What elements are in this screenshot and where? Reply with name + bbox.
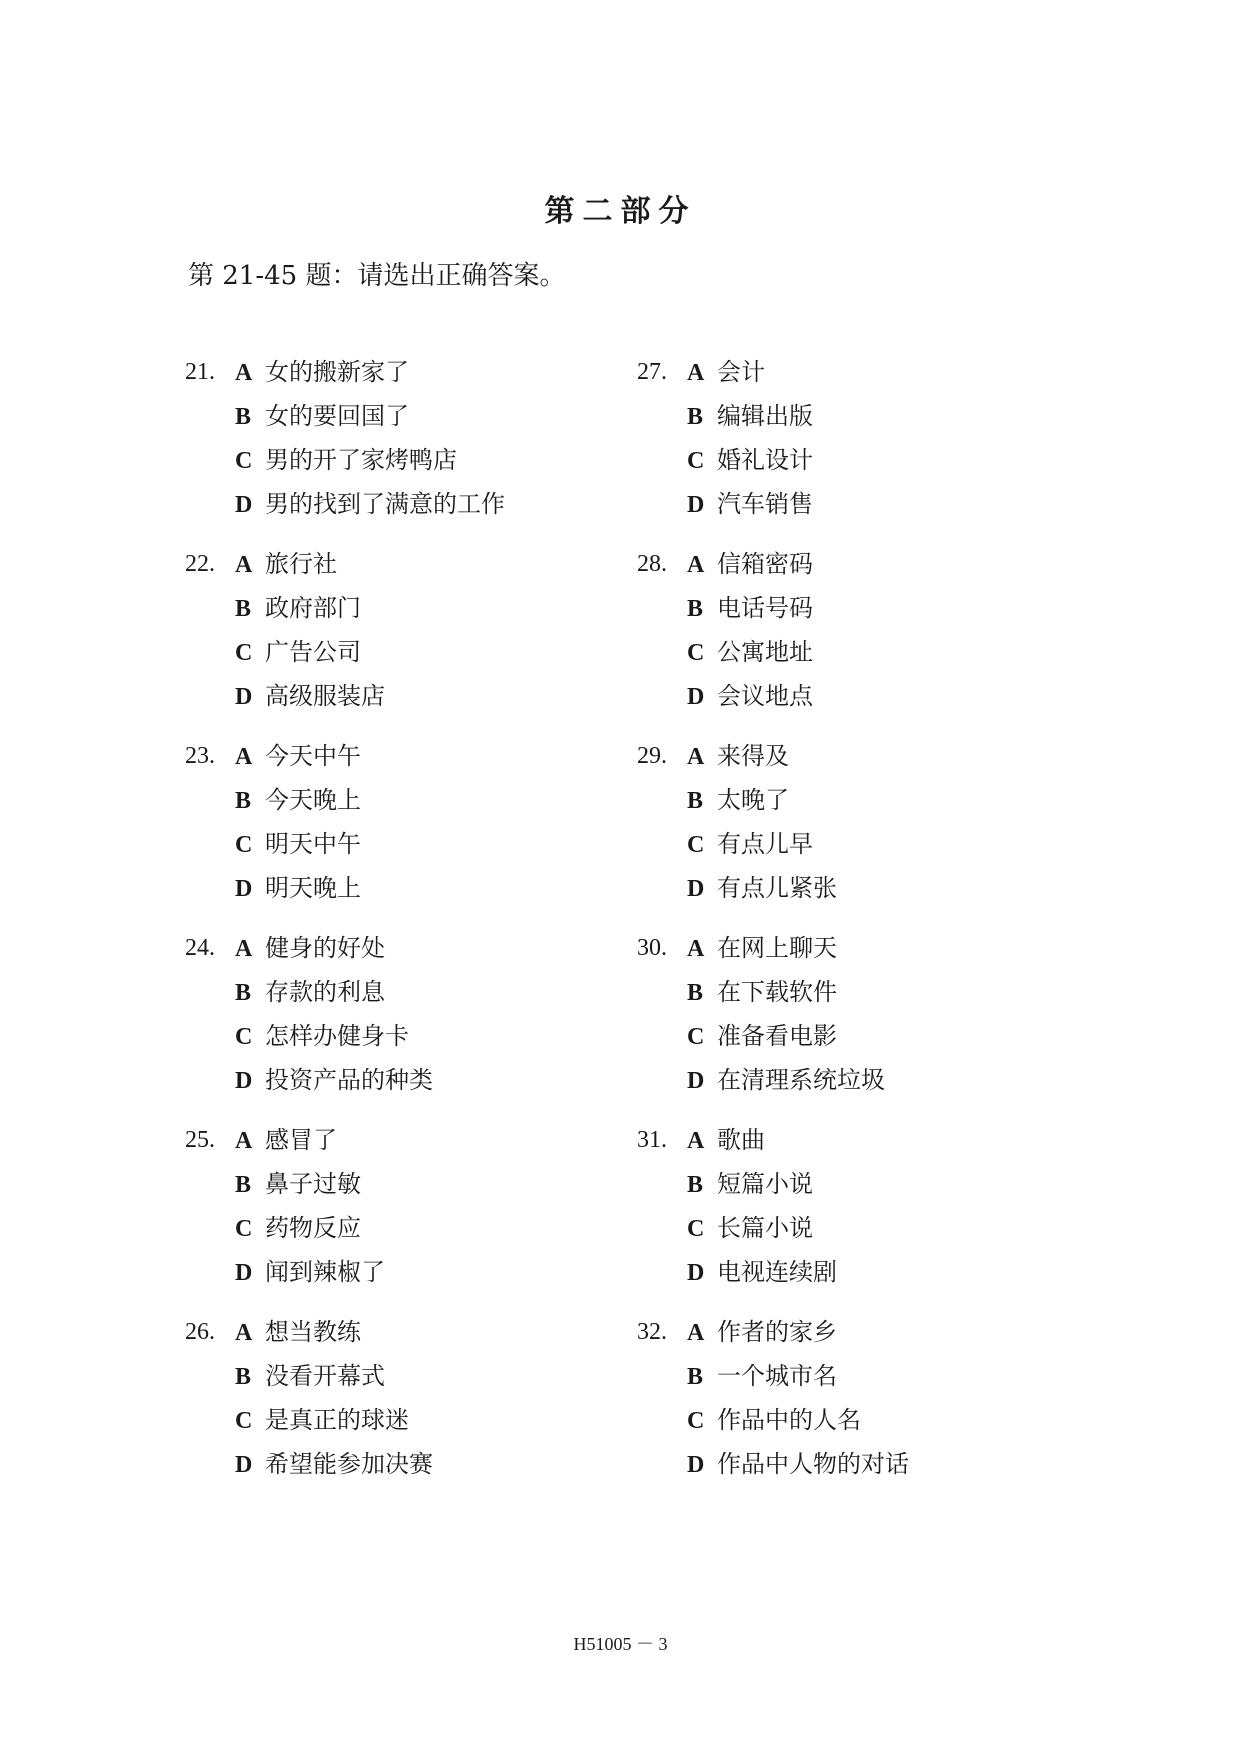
option-d <box>687 1062 885 1098</box>
option-text: 作品中的人名 <box>717 1406 861 1434</box>
option-b <box>687 398 813 434</box>
option-text: 没看开幕式 <box>265 1362 385 1390</box>
option-letter: D <box>687 1452 705 1478</box>
option-text: 今天中午 <box>265 742 361 770</box>
option-letter: D <box>687 1068 705 1094</box>
question-number: 28. <box>637 551 667 577</box>
option-d <box>687 486 813 522</box>
page-footer: H51005 － 3 <box>573 1634 668 1654</box>
option-text: 明天中午 <box>265 830 361 858</box>
option-letter: A <box>687 1320 705 1346</box>
option-text: 编辑出版 <box>717 402 813 430</box>
option-text: 一个城市名 <box>717 1362 837 1390</box>
question-number: 32. <box>637 1319 667 1345</box>
option-d <box>687 678 813 714</box>
question-30 <box>637 930 1097 1122</box>
question-number: 29. <box>637 743 667 769</box>
option-letter: A <box>235 360 253 386</box>
option-text: 短篇小说 <box>717 1170 813 1198</box>
option-text: 来得及 <box>717 742 789 770</box>
option-letter: C <box>235 1024 253 1050</box>
option-letter: C <box>235 640 253 666</box>
option-b <box>235 782 361 818</box>
option-text: 信箱密码 <box>717 550 813 578</box>
option-c <box>687 442 813 478</box>
option-letter: A <box>235 936 253 962</box>
option-letter: D <box>235 1068 253 1094</box>
question-24 <box>185 930 645 1122</box>
question-31 <box>637 1122 1097 1314</box>
option-letter: A <box>235 1128 253 1154</box>
option-text: 政府部门 <box>265 594 361 622</box>
option-text: 作者的家乡 <box>717 1318 837 1346</box>
question-column-right <box>637 354 1097 1506</box>
option-letter: C <box>687 448 705 474</box>
option-c <box>235 442 457 478</box>
option-letter: B <box>687 788 704 814</box>
option-text: 希望能参加决赛 <box>265 1450 433 1478</box>
question-number: 30. <box>637 935 667 961</box>
option-letter: C <box>687 640 705 666</box>
option-text: 长篇小说 <box>717 1214 813 1242</box>
option-letter: D <box>235 1260 253 1286</box>
option-text: 女的搬新家了 <box>265 358 409 386</box>
option-c <box>687 634 813 670</box>
option-letter: C <box>235 448 253 474</box>
option-text: 公寓地址 <box>717 638 813 666</box>
option-d <box>235 1254 385 1290</box>
question-28 <box>637 546 1097 738</box>
question-number: 26. <box>185 1319 215 1345</box>
question-29 <box>637 738 1097 930</box>
option-b <box>687 974 837 1010</box>
option-c <box>235 1402 409 1438</box>
option-letter: D <box>235 1452 253 1478</box>
question-number: 25. <box>185 1127 215 1153</box>
option-a <box>687 354 765 390</box>
question-25 <box>185 1122 645 1314</box>
question-number: 23. <box>185 743 215 769</box>
option-text: 会议地点 <box>717 682 813 710</box>
option-text: 婚礼设计 <box>717 446 813 474</box>
question-27 <box>637 354 1097 546</box>
question-32 <box>637 1314 1097 1506</box>
option-text: 汽车销售 <box>717 490 813 518</box>
option-a <box>235 738 361 774</box>
option-letter: A <box>687 1128 705 1154</box>
option-c <box>687 826 813 862</box>
option-text: 是真正的球迷 <box>265 1406 409 1434</box>
option-letter: B <box>687 596 704 622</box>
option-text: 旅行社 <box>265 550 337 578</box>
question-26 <box>185 1314 645 1506</box>
option-letter: A <box>687 360 705 386</box>
option-text: 感冒了 <box>265 1126 337 1154</box>
option-a <box>687 930 837 966</box>
option-text: 想当教练 <box>265 1318 361 1346</box>
option-letter: C <box>235 1216 253 1242</box>
option-text: 投资产品的种类 <box>265 1066 433 1094</box>
option-letter: A <box>687 744 705 770</box>
question-22 <box>185 546 645 738</box>
option-letter: D <box>235 492 253 518</box>
option-b <box>235 590 361 626</box>
option-a <box>687 738 789 774</box>
option-c <box>235 634 361 670</box>
option-letter: B <box>687 1172 704 1198</box>
option-c <box>235 1210 361 1246</box>
option-b <box>235 1358 385 1394</box>
option-letter: D <box>235 876 253 902</box>
option-c <box>687 1018 837 1054</box>
option-a <box>235 1314 361 1350</box>
option-d <box>235 678 385 714</box>
option-letter: C <box>235 832 253 858</box>
option-text: 鼻子过敏 <box>265 1170 361 1198</box>
question-number: 27. <box>637 359 667 385</box>
option-letter: B <box>687 1364 704 1390</box>
option-text: 高级服装店 <box>265 682 385 710</box>
option-a <box>235 1122 337 1158</box>
option-letter: A <box>235 744 253 770</box>
option-letter: A <box>687 936 705 962</box>
option-text: 电视连续剧 <box>717 1258 837 1286</box>
option-letter: D <box>687 492 705 518</box>
option-letter: D <box>235 684 253 710</box>
option-text: 药物反应 <box>265 1214 361 1242</box>
option-text: 在清理系统垃圾 <box>717 1066 885 1094</box>
option-a <box>687 1314 837 1350</box>
question-21 <box>185 354 645 546</box>
option-text: 准备看电影 <box>717 1022 837 1050</box>
option-d <box>235 1062 433 1098</box>
option-text: 男的找到了满意的工作 <box>265 490 505 518</box>
option-letter: C <box>235 1408 253 1434</box>
option-d <box>687 1254 837 1290</box>
option-letter: A <box>235 552 253 578</box>
option-d <box>687 870 837 906</box>
option-text: 怎样办健身卡 <box>265 1022 409 1050</box>
option-c <box>235 1018 409 1054</box>
option-a <box>687 1122 765 1158</box>
option-b <box>235 974 385 1010</box>
option-c <box>687 1210 813 1246</box>
option-a <box>687 546 813 582</box>
option-text: 有点儿紧张 <box>717 874 837 902</box>
option-letter: A <box>687 552 705 578</box>
option-text: 太晚了 <box>717 786 789 814</box>
option-letter: C <box>687 1024 705 1050</box>
option-a <box>235 546 337 582</box>
option-text: 明天晚上 <box>265 874 361 902</box>
option-text: 男的开了家烤鸭店 <box>265 446 457 474</box>
option-letter: B <box>235 596 252 622</box>
option-b <box>687 590 813 626</box>
option-a <box>235 930 385 966</box>
option-letter: C <box>687 1216 705 1242</box>
option-b <box>687 1358 837 1394</box>
option-b <box>235 1166 361 1202</box>
option-text: 作品中人物的对话 <box>717 1450 909 1478</box>
option-text: 广告公司 <box>265 638 361 666</box>
option-letter: C <box>687 832 705 858</box>
option-text: 会计 <box>717 358 765 386</box>
option-text: 在网上聊天 <box>717 934 837 962</box>
option-text: 健身的好处 <box>265 934 385 962</box>
option-b <box>687 782 789 818</box>
option-letter: B <box>235 980 252 1006</box>
option-d <box>687 1446 909 1482</box>
instruction-text: 第 21-45 题：请选出正确答案。 <box>188 261 566 291</box>
option-d <box>235 1446 433 1482</box>
option-letter: D <box>687 876 705 902</box>
question-column-left <box>185 354 645 1506</box>
option-b <box>235 398 409 434</box>
option-letter: D <box>687 684 705 710</box>
option-text: 存款的利息 <box>265 978 385 1006</box>
option-letter: B <box>687 980 704 1006</box>
option-letter: B <box>235 1172 252 1198</box>
option-text: 女的要回国了 <box>265 402 409 430</box>
option-letter: B <box>235 1364 252 1390</box>
option-text: 在下载软件 <box>717 978 837 1006</box>
option-text: 有点儿早 <box>717 830 813 858</box>
option-b <box>687 1166 813 1202</box>
option-letter: B <box>687 404 704 430</box>
option-text: 今天晚上 <box>265 786 361 814</box>
question-number: 31. <box>637 1127 667 1153</box>
option-letter: B <box>235 788 252 814</box>
option-letter: B <box>235 404 252 430</box>
question-number: 22. <box>185 551 215 577</box>
option-letter: A <box>235 1320 253 1346</box>
option-c <box>235 826 361 862</box>
option-letter: D <box>687 1260 705 1286</box>
option-a <box>235 354 409 390</box>
question-number: 24. <box>185 935 215 961</box>
option-d <box>235 870 361 906</box>
question-23 <box>185 738 645 930</box>
option-c <box>687 1402 861 1438</box>
option-letter: C <box>687 1408 705 1434</box>
option-text: 歌曲 <box>717 1126 765 1154</box>
option-text: 闻到辣椒了 <box>265 1258 385 1286</box>
option-text: 电话号码 <box>717 594 813 622</box>
option-d <box>235 486 505 522</box>
section-title: 第二部分 <box>544 194 697 229</box>
question-number: 21. <box>185 359 215 385</box>
